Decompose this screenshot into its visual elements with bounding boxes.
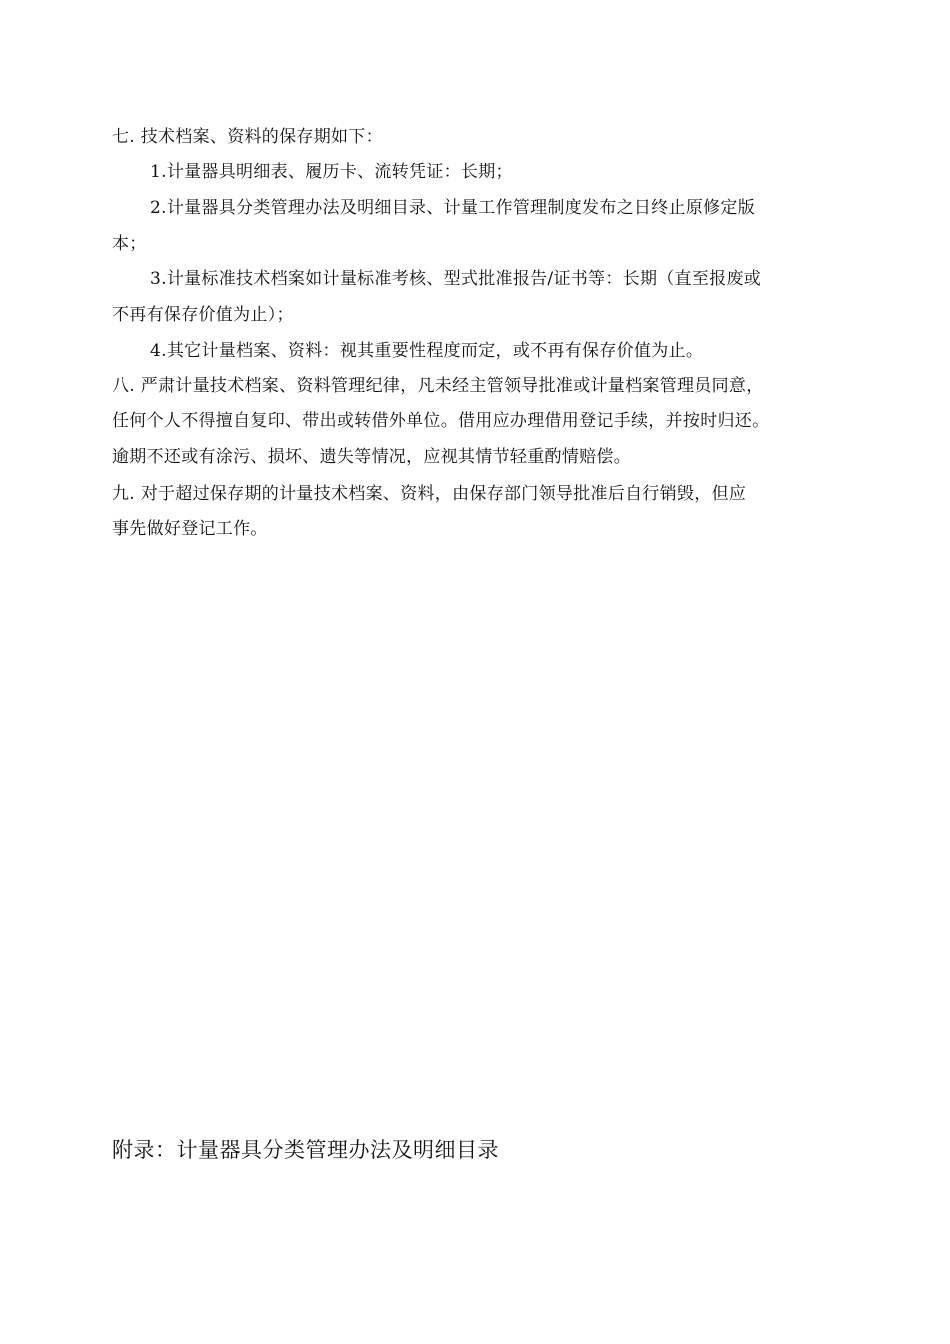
section-7-item-3: 3.计量标准技术档案如计量标准考核、型式批准报告/证书等：长期（直至报废或 [150, 269, 762, 289]
section-7-heading: 七. 技术档案、资料的保存期如下： [112, 127, 383, 147]
section-7-item-4: 4.其它计量档案、资料：视其重要性程度而定，或不再有保存价值为止。 [150, 341, 704, 361]
appendix-title: 附录：计量器具分类管理办法及明细目录 [112, 1138, 499, 1162]
section-8-line-1: 八. 严肃计量技术档案、资料管理纪律，凡未经主管领导批准或计量档案管理员同意， [112, 376, 764, 396]
section-7-item-3-continued: 不再有保存价值为止）； [112, 305, 294, 325]
section-7-item-2-continued: 本； [112, 234, 147, 254]
section-8-line-3: 逾期不还或有涂污、损坏、遗失等情况，应视其情节轻重酌情赔偿。 [112, 447, 631, 467]
section-9-line-1: 九. 对于超过保存期的计量技术档案、资料，由保存部门领导批准后自行销毁，但应 [112, 484, 747, 504]
section-9-line-2: 事先做好登记工作。 [112, 519, 268, 539]
section-7-item-1: 1.计量器具明细表、履历卡、流转凭证：长期； [150, 162, 513, 182]
section-8-line-2: 任何个人不得擅自复印、带出或转借外单位。借用应办理借用登记手续，并按时归还。 [112, 411, 770, 431]
section-7-item-2: 2.计量器具分类管理办法及明细目录、计量工作管理制度发布之日终止原修定版 [150, 198, 756, 218]
